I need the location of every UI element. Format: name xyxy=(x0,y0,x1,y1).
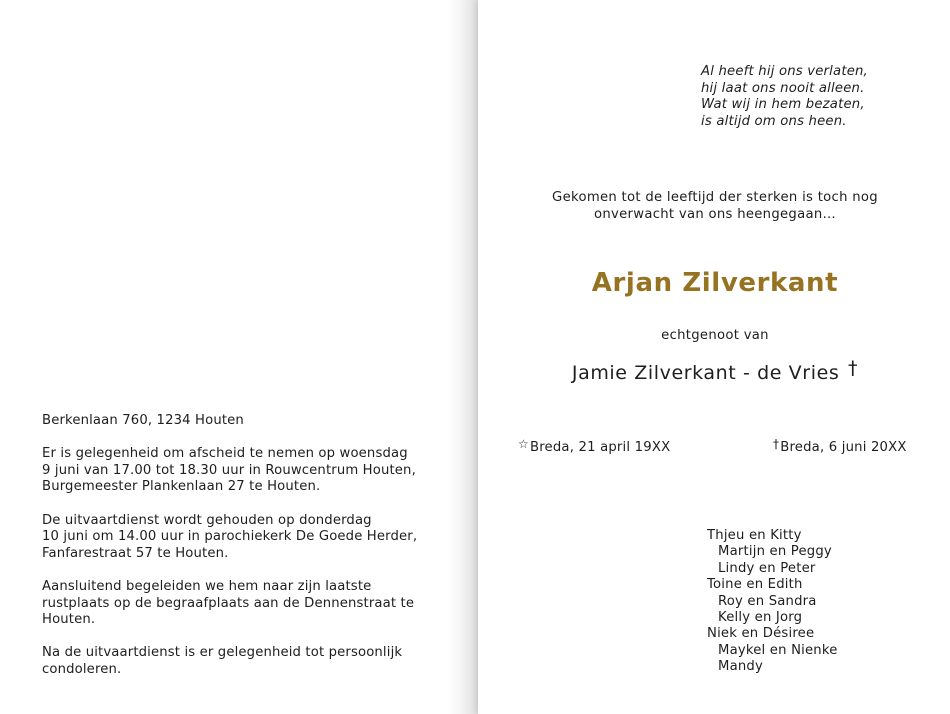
family-member: Niek en Désiree xyxy=(707,626,815,642)
family-member: Roy en Sandra xyxy=(718,593,817,609)
poem xyxy=(701,64,868,130)
poem-line: Wat wij in hem bezaten, xyxy=(701,97,865,113)
burial-line: Houten. xyxy=(42,612,96,628)
birth-info xyxy=(518,437,670,455)
cross-icon: † xyxy=(848,357,859,379)
family-member: Martijn en Peggy xyxy=(718,544,832,560)
poem-line: Al heeft hij ons verlaten, xyxy=(701,64,868,79)
visitation-paragraph xyxy=(42,446,452,496)
condolence-paragraph xyxy=(42,645,452,678)
deceased-name: Arjan Zilverkant xyxy=(591,268,839,298)
visitation-line: Er is gelegenheid om afscheid te nemen op woensdag xyxy=(42,446,408,462)
death-info xyxy=(773,437,907,455)
service-paragraph xyxy=(42,513,452,563)
family-member: Toine en Edith xyxy=(707,577,803,593)
star-icon: ☆ xyxy=(518,437,529,451)
relation-label: echtgenoot van xyxy=(661,328,769,343)
burial-line: rustplaats op de begraafplaats aan de Dennenstraat te xyxy=(42,595,415,611)
birth-text: Breda, 21 april 19XX xyxy=(529,440,671,455)
service-line: 10 juni om 14.00 uur in parochiekerk De Goede Herder, xyxy=(42,529,418,545)
address xyxy=(42,413,452,430)
spouse-line xyxy=(518,357,912,384)
service-line: Fanfarestraat 57 te Houten. xyxy=(42,545,229,561)
spouse-name: Jamie Zilverkant - de Vries xyxy=(571,362,840,384)
service-line: De uitvaartdienst wordt gehouden op donderdag xyxy=(42,512,372,528)
death-text: Breda, 6 juni 20XX xyxy=(780,440,907,455)
family-member: Kelly en Jorg xyxy=(718,610,803,626)
family-member: Mandy xyxy=(718,659,763,675)
poem-line: is altijd om ons heen. xyxy=(701,113,847,129)
family-member: Thjeu en Kitty xyxy=(707,528,802,543)
intro-line: onverwacht van ons heengegaan… xyxy=(593,207,837,222)
condolence-line: Na de uitvaartdienst is er gelegenheid tot persoonlijk xyxy=(42,645,403,661)
address-text: Berkenlaan 760, 1234 Houten xyxy=(42,413,244,428)
intro-text xyxy=(518,189,912,223)
visitation-line: 9 juni van 17.00 tot 18.30 uur in Rouwcentrum Houten, xyxy=(42,462,416,478)
burial-line: Aansluitend begeleiden we hem naar zijn laatste xyxy=(42,578,372,594)
burial-paragraph xyxy=(42,579,452,629)
visitation-line: Burgemeester Plankenlaan 27 te Houten. xyxy=(42,479,321,495)
page-fold-shadow xyxy=(448,0,478,714)
family-member: Lindy en Peter xyxy=(718,560,816,576)
funeral-information xyxy=(42,413,452,679)
condolence-line: condoleren. xyxy=(42,661,122,677)
intro-line: Gekomen tot de leeftijd der sterken is toch nog xyxy=(552,190,878,205)
family-member: Maykel en Nienke xyxy=(718,642,838,658)
poem-line: hij laat ons nooit alleen. xyxy=(701,80,865,96)
cross-icon: † xyxy=(773,437,780,451)
family-list xyxy=(707,528,838,676)
